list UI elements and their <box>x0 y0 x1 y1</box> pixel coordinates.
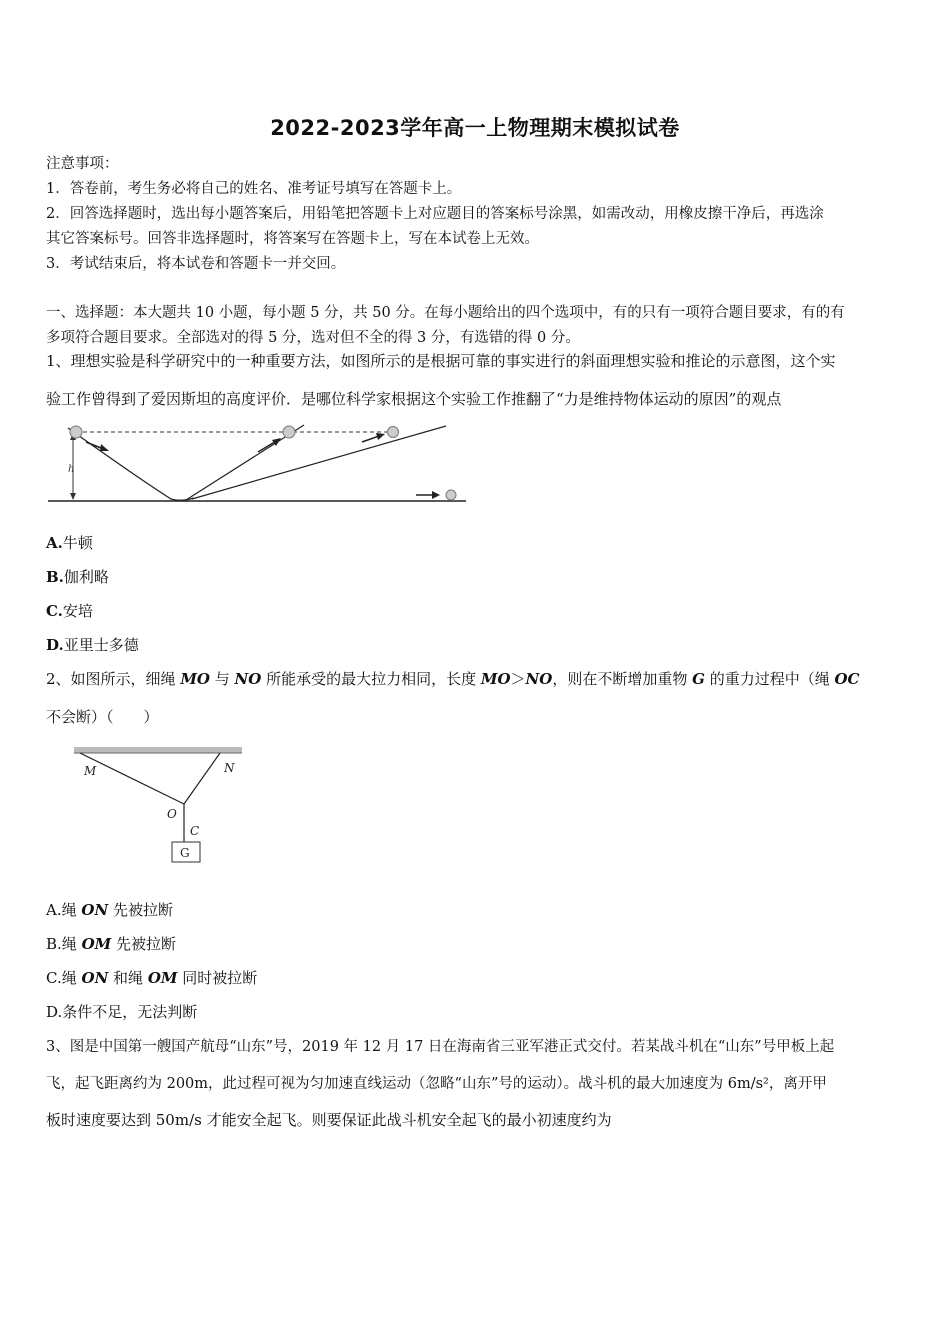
q1-option-a: A.牛顿 <box>46 534 93 552</box>
right-ramp-gentle <box>192 426 446 499</box>
ball-ground <box>446 490 456 500</box>
q1-option-c: C.安培 <box>46 602 93 620</box>
q1-incline-figure <box>46 420 472 506</box>
label-c: C <box>190 824 200 838</box>
q1-stem-line-2: 验工作曾得到了爱因斯坦的高度评价．是哪位科学家根据这个实验工作推翻了“力是维持物体运动的原因”的观点 <box>46 390 782 408</box>
label-g: G <box>180 846 190 860</box>
q2-option-d: D.条件不足，无法判断 <box>46 1003 198 1021</box>
left-ramp <box>68 428 194 500</box>
label-n: N <box>224 761 235 775</box>
page-title: 2022-2023学年高一上物理期末模拟试卷 <box>270 116 680 140</box>
label-m: M <box>84 764 97 778</box>
q2-stem-line-2: 不会断）（ ） <box>46 708 159 726</box>
q3-stem-line-1: 3、图是中国第一艘国产航母“山东”号，2019 年 12 月 17 日在海南省三亚军港正式交付。若某战斗机在“山东”号甲板上起 <box>46 1039 835 1055</box>
q1-option-b: B.伽利略 <box>46 568 109 586</box>
q2-option-c: C.绳 ON 和绳 OM 同时被拉断 <box>46 969 258 987</box>
section-intro-line-2: 多项符合题目要求。全部选对的得 5 分，选对但不全的得 3 分，有选错的得 0 分。 <box>46 330 580 346</box>
height-label: h <box>68 464 75 475</box>
q3-stem-line-3: 板时速度要达到 50m/s 才能安全起飞。则要保证此战斗机安全起飞的最小初速度约为 <box>46 1111 612 1129</box>
q1-option-d: D.亚里士多德 <box>46 636 139 654</box>
notice-line-3: 其它答案标号。回答非选择题时，将答案写在答题卡上，写在本试卷上无效。 <box>46 231 539 247</box>
q2-option-a: A.绳 ON 先被拉断 <box>46 901 173 919</box>
q1-stem-line-1: 1、理想实验是科学研究中的一种重要方法，如图所示的是根据可靠的事实进行的斜面理想实验和推论的示意图，这个实 <box>46 352 836 370</box>
label-o: O <box>167 807 177 821</box>
section-intro-line-1: 一、选择题：本大题共 10 小题，每小题 5 分，共 50 分。在每小题给出的四个选项中，有的只有一项符合题目要求，有的有 <box>46 305 845 321</box>
notice-heading: 注意事项： <box>46 156 119 172</box>
ceiling-bar <box>74 747 242 753</box>
rope-mo <box>80 753 184 804</box>
ball-gentle <box>388 427 399 438</box>
q2-stem-line-1: 2、如图所示，细绳 MO 与 NO 所能承受的最大拉力相同，长度 MO＞NO，则在不断增加重物 G 的重力过程中（绳 OC <box>46 670 860 688</box>
notice-line-4: 3．考试结束后，将本试卷和答题卡一并交回。 <box>46 256 346 272</box>
rope-no <box>184 753 220 804</box>
notice-line-1: 1．答卷前，考生务必将自己的姓名、准考证号填写在答题卡上。 <box>46 181 462 197</box>
q3-stem-line-2: 飞，起飞距离约为 200m，此过程可视为匀加速直线运动（忽略“山东”号的运动）。战斗机的最大加速度为 6m/s²，离开甲 <box>46 1076 827 1092</box>
ball-steep <box>283 426 295 438</box>
notice-line-2: 2．回答选择题时，选出每小题答案后，用铅笔把答题卡上对应题目的答案标号涂黑，如需改动，用橡皮擦干净后，再选涂 <box>46 206 824 222</box>
q2-rope-figure <box>70 744 250 868</box>
q2-option-b: B.绳 OM 先被拉断 <box>46 935 177 953</box>
ball-start <box>70 426 82 438</box>
